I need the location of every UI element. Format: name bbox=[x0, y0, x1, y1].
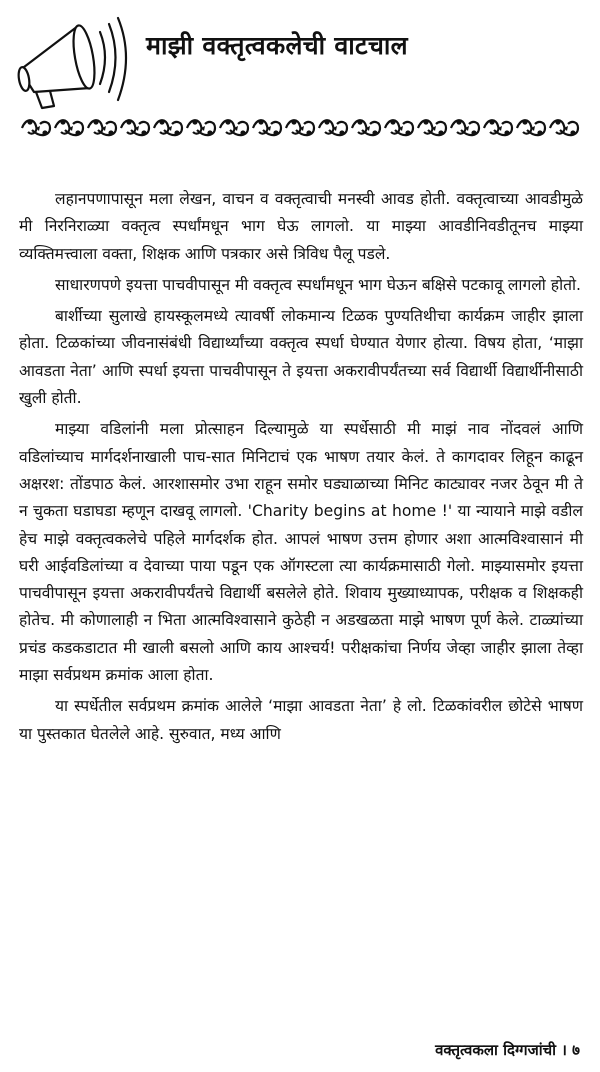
chapter-title: माझी वक्तृत्वकलेची वाटचाल bbox=[146, 31, 408, 60]
paragraph: बार्शीच्या सुलाखे हायस्कूलमध्ये त्यावर्षी लोकमान्य टिळक पुण्यतिथीचा कार्यक्रम जाहीर झाला होता. टिळकांच्या जीवनासंबंधी विद्यार्थ्यांच्या वक्तृत्व स्पर्धा घेण्यात येणार होत्या. विषय होता, ‘माझा आवडता नेता’ आणि स्पर्धा इयत्ता पाचवीपासून ते इयत्ता अकरावीपर्यंतच्या सर्व विद्यार्थी विद्यार्थीनीसाठी खुली होती. bbox=[19, 307, 583, 408]
paragraph: माझ्या वडिलांनी मला प्रोत्साहन दिल्यामुळे या स्पर्धेसाठी मी माझं नाव नोंदवलं आणि वडिलांच्याच मार्गदर्शनाखाली पाच-सात मिनिटाचं एक भाषण तयार केलं. ते कागदावर लिहून काढून अक्षरश: तोंडपाठ केलं. आरशासमोर उभा राहून समोर घड्याळाच्या मिनिट काट्यावर नजर ठेवून मी ते न चुकता घडाघडा म्हणून दाखवू लागलो. 'Charity begins at home !' या न्यायाने माझे वडील हेच माझे वक्तृत्वकलेचे पहिले मार्गदर्शक होत. आपलं भाषण उत्तम होणार अशा आत्मविश्वासानं मी घरी आईवडिलांच्या व देवाच्या पाया पडून एक ऑगस्टला त्या कार्यक्रमासाठी गेलो. माझ्यासमोर इयत्ता पाचवीपासून इयत्ता अकरावीपर्यंतचे विद्यार्थी बसलेले होते. शिवाय मुख्याध्यापक, परीक्षक व शिक्षकही होतेच. मी कोणालाही न भिता आत्मविश्वासाने कुठेही न अडखळता माझे भाषण पूर्ण केले. टाळ्यांच्या प्रचंड कडकडाटात मी खाली बसलो आणि काय आश्चर्य! परीक्षकांचा निर्णय जेव्हा जाहीर झाला तेव्हा माझा सर्वप्रथम क्रमांक आला होता. bbox=[19, 420, 583, 685]
floral-border-icon bbox=[20, 116, 586, 140]
paragraph: लहानपणापासून मला लेखन, वाचन व वक्तृत्वाची मनस्वी आवड होती. वक्तृत्वाच्या आवडीमुळे मी निरनिराळ्या वक्तृत्व स्पर्धांमधून भाग घेऊ लागलो. या माझ्या आवडीनिवडीतूनच माझ्या व्यक्तिमत्त्वाला वक्ता, शिक्षक आणि पत्रकार असे त्रिविध पैलू पडले. bbox=[19, 190, 583, 263]
chapter-body bbox=[19, 186, 583, 748]
paragraph: या स्पर्धेतील सर्वप्रथम क्रमांक आलेले ‘माझा आवडता नेता’ हे लो. टिळकांवरील छोटेसे भाषण या पुस्तकात घेतलेले आहे. सुरुवात, मध्य आणि bbox=[19, 697, 583, 743]
ornament-row bbox=[22, 119, 578, 135]
megaphone-icon bbox=[14, 12, 132, 112]
page-footer: वक्तृत्वकला दिग्गजांची । ७ bbox=[435, 1041, 580, 1059]
chapter-header bbox=[0, 0, 600, 120]
paragraph: साधारणपणे इयत्ता पाचवीपासून मी वक्तृत्व स्पर्धांमधून भाग घेऊन बक्षिसे पटकावू लागलो होतो. bbox=[55, 275, 581, 294]
